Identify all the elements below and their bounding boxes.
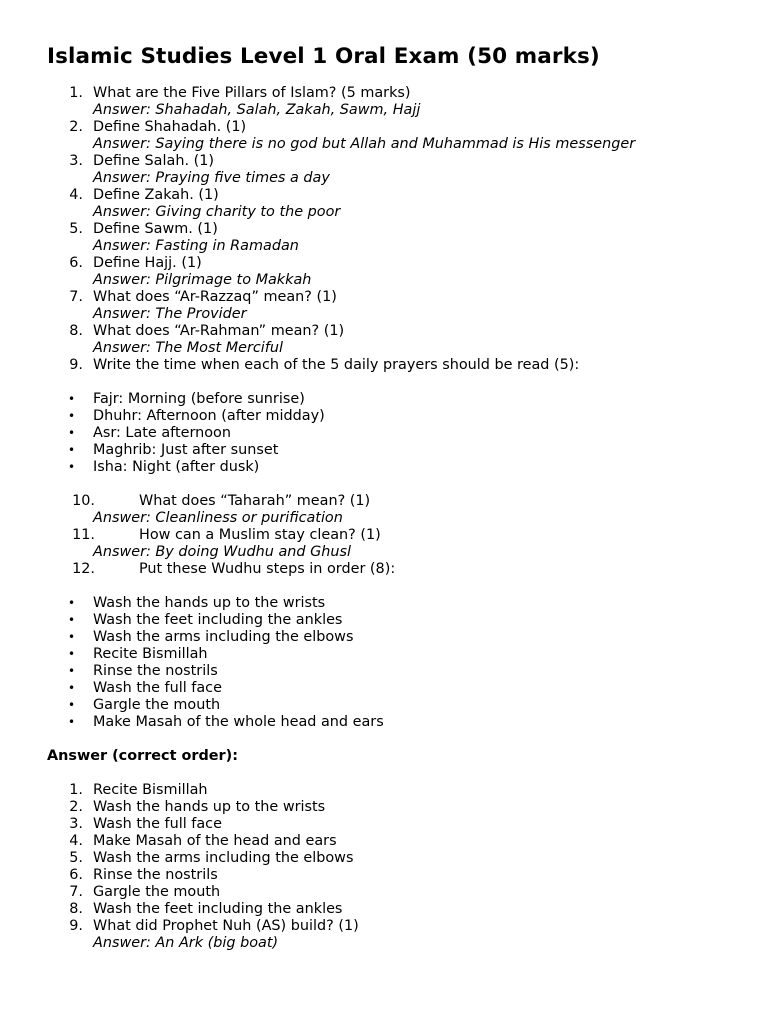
question-number: 7. — [69, 289, 83, 305]
list-item-text: Fajr: Morning (before sunrise) — [93, 391, 305, 407]
list-item — [47, 646, 768, 663]
list-item — [47, 714, 768, 731]
spacer — [47, 374, 768, 391]
question-number: 5. — [69, 221, 83, 237]
bullet-icon: • — [68, 409, 76, 423]
list-item — [47, 408, 768, 425]
list-item-text: Wash the full face — [93, 680, 222, 696]
list-item-text: Recite Bismillah — [93, 646, 208, 662]
list-item — [47, 816, 768, 833]
step-number: 5. — [69, 850, 83, 866]
question-item — [47, 561, 768, 578]
bullet-icon: • — [68, 392, 76, 406]
step-number: 7. — [69, 884, 83, 900]
question-number: 9. — [69, 918, 83, 934]
question-item — [47, 85, 768, 102]
spacer — [47, 476, 768, 493]
bullet-icon: • — [68, 698, 76, 712]
answer-text: Answer: By doing Wudhu and Ghusl — [93, 544, 351, 560]
question-item — [47, 527, 768, 544]
question-text: Define Sawm. (1) — [93, 221, 218, 237]
bullet-icon: • — [68, 715, 76, 729]
answer-text: Answer: Shahadah, Salah, Zakah, Sawm, Hajj — [93, 102, 421, 118]
bullet-icon: • — [68, 647, 76, 661]
question-text: What does “Ar-Razzaq” mean? (1) — [93, 289, 337, 305]
bullet-icon: • — [68, 596, 76, 610]
prayer-times-list — [47, 391, 768, 476]
bullet-icon: • — [68, 426, 76, 440]
answer-text: Answer: Saying there is no god but Allah and Muhammad is His messenger — [93, 136, 636, 152]
question-item — [47, 357, 768, 374]
step-text: Recite Bismillah — [93, 782, 208, 798]
question-text: What did Prophet Nuh (AS) build? (1) — [93, 918, 359, 934]
answer-text: Answer: An Ark (big boat) — [93, 935, 279, 951]
page-title: Islamic Studies Level 1 Oral Exam (50 marks) — [47, 44, 600, 69]
answer-text: Answer: The Most Merciful — [93, 340, 283, 356]
answer-text: Answer: Cleanliness or purification — [93, 510, 343, 526]
question-text: How can a Muslim stay clean? (1) — [139, 527, 381, 543]
spacer — [47, 731, 768, 748]
bullet-icon: • — [68, 630, 76, 644]
question-item — [47, 493, 768, 510]
question-number: 11. — [72, 527, 95, 543]
question-item — [47, 918, 768, 935]
list-item — [47, 697, 768, 714]
list-item — [47, 680, 768, 697]
list-item — [47, 391, 768, 408]
bullet-icon: • — [68, 664, 76, 678]
list-item — [47, 799, 768, 816]
answer-text: Answer: Fasting in Ramadan — [93, 238, 299, 254]
step-number: 6. — [69, 867, 83, 883]
spacer — [47, 765, 768, 782]
bullet-icon: • — [68, 681, 76, 695]
list-item-text: Isha: Night (after dusk) — [93, 459, 260, 475]
step-number: 8. — [69, 901, 83, 917]
list-item — [47, 782, 768, 799]
list-item-text: Rinse the nostrils — [93, 663, 218, 679]
list-item — [47, 629, 768, 646]
list-item — [47, 833, 768, 850]
list-item — [47, 867, 768, 884]
answer-text: Answer: Pilgrimage to Makkah — [93, 272, 312, 288]
list-item — [47, 663, 768, 680]
step-text: Wash the hands up to the wrists — [93, 799, 326, 815]
question-number: 10. — [72, 493, 95, 509]
question-item — [47, 289, 768, 306]
question-text: Put these Wudhu steps in order (8): — [139, 561, 396, 577]
question-text: Define Zakah. (1) — [93, 187, 219, 203]
question-item — [47, 187, 768, 204]
step-text: Wash the arms including the elbows — [93, 850, 354, 866]
list-item — [47, 850, 768, 867]
question-item — [47, 323, 768, 340]
list-item — [47, 612, 768, 629]
step-text: Gargle the mouth — [93, 884, 221, 900]
questions-part-one — [47, 85, 768, 374]
list-item-text: Make Masah of the whole head and ears — [93, 714, 384, 730]
question-item — [47, 221, 768, 238]
question-number: 8. — [69, 323, 83, 339]
list-item-text: Asr: Late afternoon — [93, 425, 231, 441]
answer-text: Answer: The Provider — [93, 306, 247, 322]
list-item-text: Wash the feet including the ankles — [93, 612, 343, 628]
list-item — [47, 442, 768, 459]
question-text: Write the time when each of the 5 daily prayers should be read (5): — [93, 357, 580, 373]
question-number: 6. — [69, 255, 83, 271]
list-item-text: Maghrib: Just after sunset — [93, 442, 279, 458]
step-text: Rinse the nostrils — [93, 867, 218, 883]
step-text: Wash the full face — [93, 816, 222, 832]
question-text: What are the Five Pillars of Islam? (5 marks) — [93, 85, 411, 101]
step-number: 4. — [69, 833, 83, 849]
bullet-icon: • — [68, 460, 76, 474]
question-number: 2. — [69, 119, 83, 135]
ordered-steps-list — [47, 782, 768, 952]
list-item-text: Wash the arms including the elbows — [93, 629, 354, 645]
step-number: 3. — [69, 816, 83, 832]
list-item — [47, 901, 768, 918]
list-item-text: Dhuhr: Afternoon (after midday) — [93, 408, 325, 424]
wudhu-steps-list — [47, 595, 768, 731]
question-number: 12. — [72, 561, 95, 577]
bullet-icon: • — [68, 443, 76, 457]
questions-part-two — [47, 493, 768, 578]
answer-heading: Answer (correct order): — [47, 748, 238, 764]
question-text: What does “Ar-Rahman” mean? (1) — [93, 323, 345, 339]
question-item — [47, 119, 768, 136]
step-number: 1. — [69, 782, 83, 798]
question-number: 1. — [69, 85, 83, 101]
question-text: Define Salah. (1) — [93, 153, 214, 169]
answer-text: Answer: Giving charity to the poor — [93, 204, 341, 220]
step-text: Wash the feet including the ankles — [93, 901, 343, 917]
list-item-text: Wash the hands up to the wrists — [93, 595, 326, 611]
list-item — [47, 459, 768, 476]
question-item — [47, 255, 768, 272]
step-number: 2. — [69, 799, 83, 815]
question-item — [47, 153, 768, 170]
question-text: Define Hajj. (1) — [93, 255, 202, 271]
question-number: 4. — [69, 187, 83, 203]
question-number: 3. — [69, 153, 83, 169]
list-item — [47, 595, 768, 612]
question-text: Define Shahadah. (1) — [93, 119, 247, 135]
bullet-icon: • — [68, 613, 76, 627]
list-item — [47, 425, 768, 442]
step-text: Make Masah of the head and ears — [93, 833, 337, 849]
answer-text: Answer: Praying five times a day — [93, 170, 330, 186]
list-item-text: Gargle the mouth — [93, 697, 221, 713]
spacer — [47, 578, 768, 595]
question-number: 9. — [69, 357, 83, 373]
list-item — [47, 884, 768, 901]
question-text: What does “Taharah” mean? (1) — [139, 493, 371, 509]
